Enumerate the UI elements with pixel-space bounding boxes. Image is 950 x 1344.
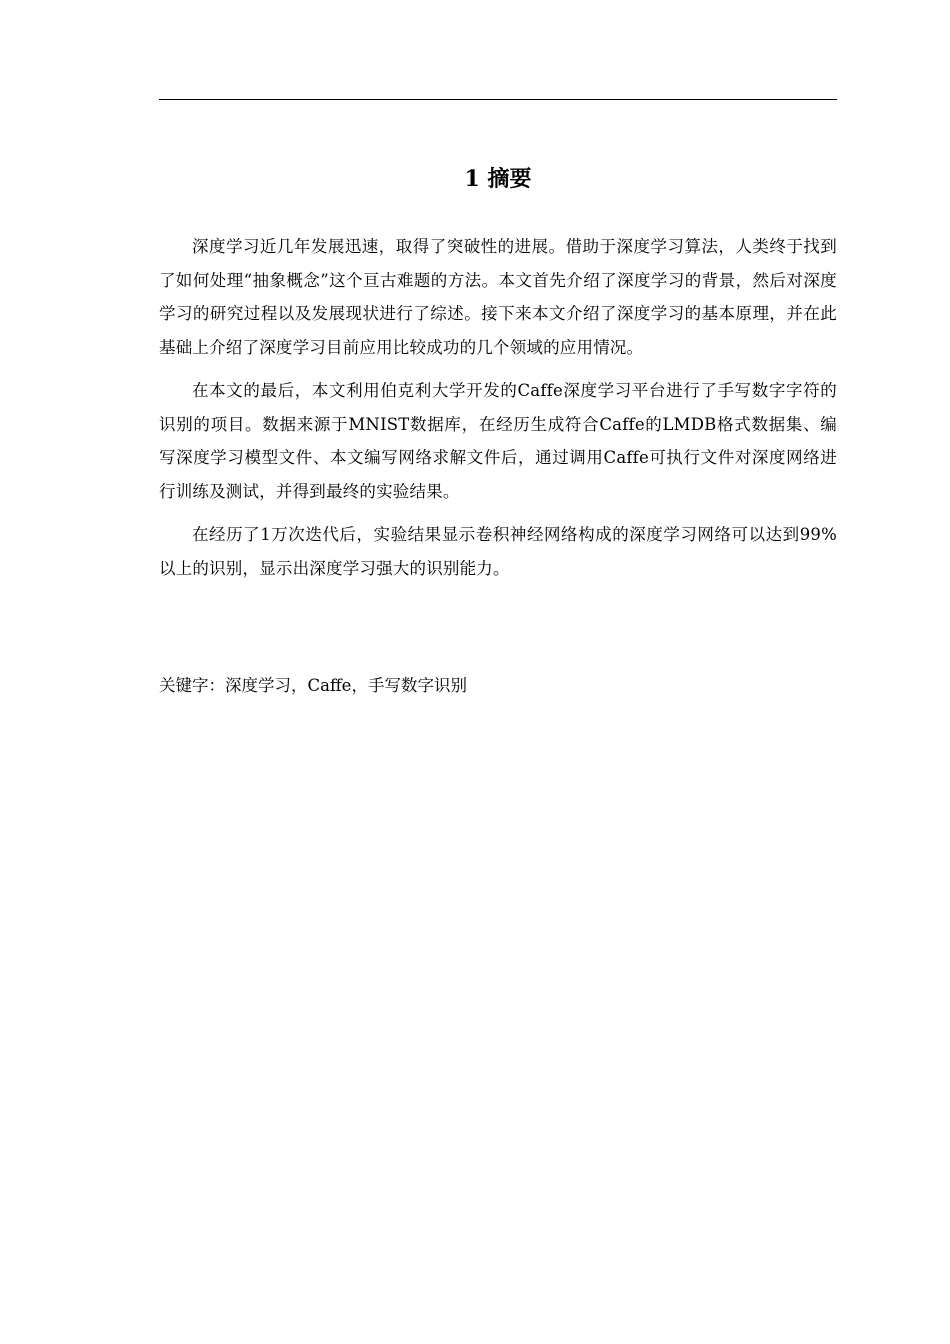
abstract-paragraph-1: 深度学习近几年发展迅速，取得了突破性的进展。借助于深度学习算法，人类终于找到了如何处理“抽象概念”这个亘古难题的方法。本文首先介绍了深度学习的背景，然后对深度学习的研究过程以及发展现状进行了综述。接下来本文介绍了深度学习的基本原理，并在此基础上介绍了深度学习目前应用比较成功的几个领域的应用情况。 [159, 237, 837, 357]
keywords-line: 关键字：深度学习，Caffe，手写数字识别 [159, 676, 467, 695]
header-rule [159, 99, 837, 100]
abstract-paragraph-2: 在本文的最后，本文利用伯克利大学开发的Caffe深度学习平台进行了手写数字字符的识别的项目。数据来源于MNIST数据库，在经历生成符合Caffe的LMDB格式数据集、编写深度学习模型文件、本文编写网络求解文件后，通过调用Caffe可执行文件对深度网络进行训练及测试，并得到最终的实验结果。 [159, 381, 837, 501]
abstract-paragraph-3: 在经历了1万次迭代后，实验结果显示卷积神经网络构成的深度学习网络可以达到99%以上的识别，显示出深度学习强大的识别能力。 [159, 525, 837, 578]
section-title: 1 摘要 [464, 166, 532, 192]
abstract-body [159, 230, 837, 595]
